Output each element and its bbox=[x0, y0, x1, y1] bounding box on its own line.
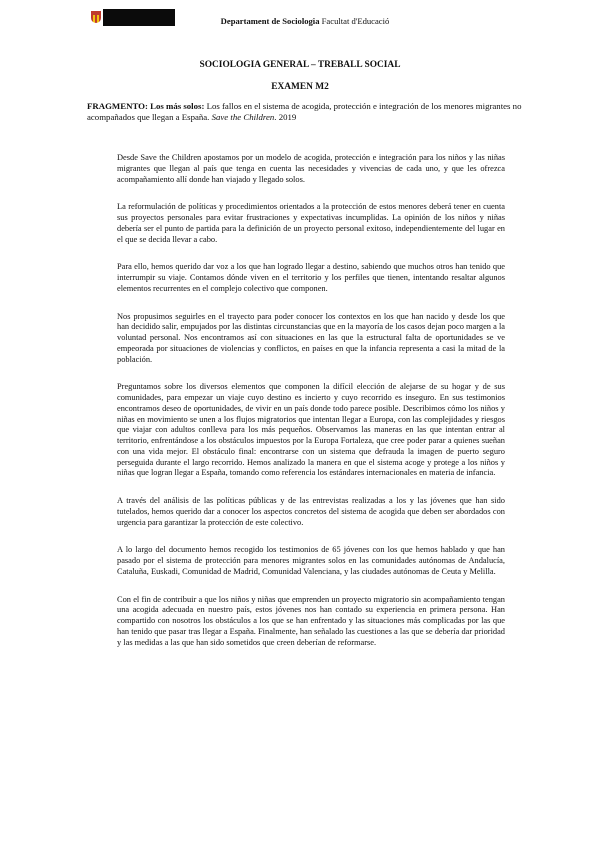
paragraph: La reformulación de políticas y procedimientos orientados a la protección de estos menores deberá tener en cuenta sus proyectos personales para evitar frustraciones y expectativas incumplidas. La opinión de los niños y niñas debería ser el punto de partida para la definición de un proyecto personal exitoso, independientemente del lugar en el que se decida llevar a cabo. bbox=[117, 202, 505, 244]
paragraph: A través del análisis de las políticas públicas y de las entrevistas realizadas a los y las jóvenes que han sido tutelados, hemos querido dar a conocer los aspectos concretos del sistema de acogida que deben ser abordados con urgencia para garantizar la protección de este colectivo. bbox=[117, 496, 505, 527]
fragment-reference bbox=[87, 101, 527, 123]
fragment-label: FRAGMENTO: Los más solos: bbox=[87, 101, 205, 111]
paragraph: Desde Save the Children apostamos por un modelo de acogida, protección e integración para los niños y las niñas migrantes que llegan al país que tenga en cuenta las necesidades y vivencias de cada uno, y que les ofrezca acompañamiento allí donde han viajado y llegado solos. bbox=[117, 153, 505, 184]
paragraph: Preguntamos sobre los diversos elementos que componen la difícil elección de alejarse de su hogar y de sus comunidades, para empezar un viaje cuyo destino es incierto y cuyo recorrido es inseguro. En sus testimonios encontramos deseo de oportunidades, de vivir en un país donde todo parece posible. Describimos cómo los niños y niñas en movimiento se unen a los flujos migratorios que intentan llegar a Europa, con las complejidades y riesgos que viajar con adultos conlleva para los más pequeños. Observamos las maneras en las que intentan entrar al territorio, enfrentándose a los obstáculos impuestos por la Europa Fortaleza, que cree poder parar a quienes sueñan con una vida mejor. El obstáculo final: encontrarse con un sistema que defrauda la imagen de puerto seguro perseguida durante el largo recorrido. Hemos analizado la manera en que el sistema acoge y protege a los niños y niñas que logran llegar a España, tomando como referencia los estándares internacionales en materia de infancia. bbox=[117, 382, 505, 478]
paragraph: A lo largo del documento hemos recogido los testimonios de 65 jóvenes con los que hemos hablado y que han pasado por el sistema de protección para menores migrantes solos en las comunidades autónomas de Andalucía, Cataluña, Euskadi, Comunidad de Madrid, Comunidad Valenciana, y las ciudades autónomas de Ceuta y Melilla. bbox=[117, 545, 505, 576]
page-header bbox=[10, 16, 600, 26]
department-name: Departament de Sociologia bbox=[220, 16, 320, 26]
exam-title: EXAMEN M2 bbox=[271, 82, 329, 92]
paragraph: Con el fin de contribuir a que los niños y niñas que emprenden un proyecto migratorio sin acompañamiento tengan una acogida adecuada en nuestro país, estos jóvenes nos han contado su experiencia en primera persona. Han compartido con nosotros los obstáculos a los que se han enfrentado y las situaciones más complicadas por las que han tenido que pasar tras llegar a España. Finalmente, han señalado las cuestiones a las que se debería dar prioridad y las medidas a las que han sido sometidos que creen deberían de reformarse. bbox=[117, 594, 505, 647]
document-body bbox=[117, 153, 505, 665]
faculty-name: Facultat d'Educació bbox=[321, 16, 390, 26]
paragraph: Nos propusimos seguirles en el trayecto para poder conocer los contextos en los que han nacido y desde los que han decidido salir, empujados por las distintas circunstancias que en la mayoría de los casos dejan poco margen a la voluntad personal. Nos encontramos así con situaciones en las que la estructural falta de oportunidades se ve empeorada por situaciones de violencias y conflictos, en países en que la infancia representa a casi la mitad de la población. bbox=[117, 311, 505, 364]
fragment-text: Los fallos en el sistema de acogida, protección e integración de los menores migrantes no acompañados que llegan a España. bbox=[87, 101, 522, 122]
fragment-source: Save the Children bbox=[211, 111, 275, 122]
paragraph: Para ello, hemos querido dar voz a los que han logrado llegar a destino, sabiendo que muchos otros han tenido que interrumpir su viaje. Contamos dónde viven en el territorio y los perfiles que tienen, intentando resaltar algunos elementos recurrentes en el complejo colectivo que componen. bbox=[117, 262, 505, 293]
fragment-year: . 2019 bbox=[274, 111, 297, 122]
document-title: SOCIOLOGIA GENERAL – TREBALL SOCIAL bbox=[199, 60, 401, 70]
